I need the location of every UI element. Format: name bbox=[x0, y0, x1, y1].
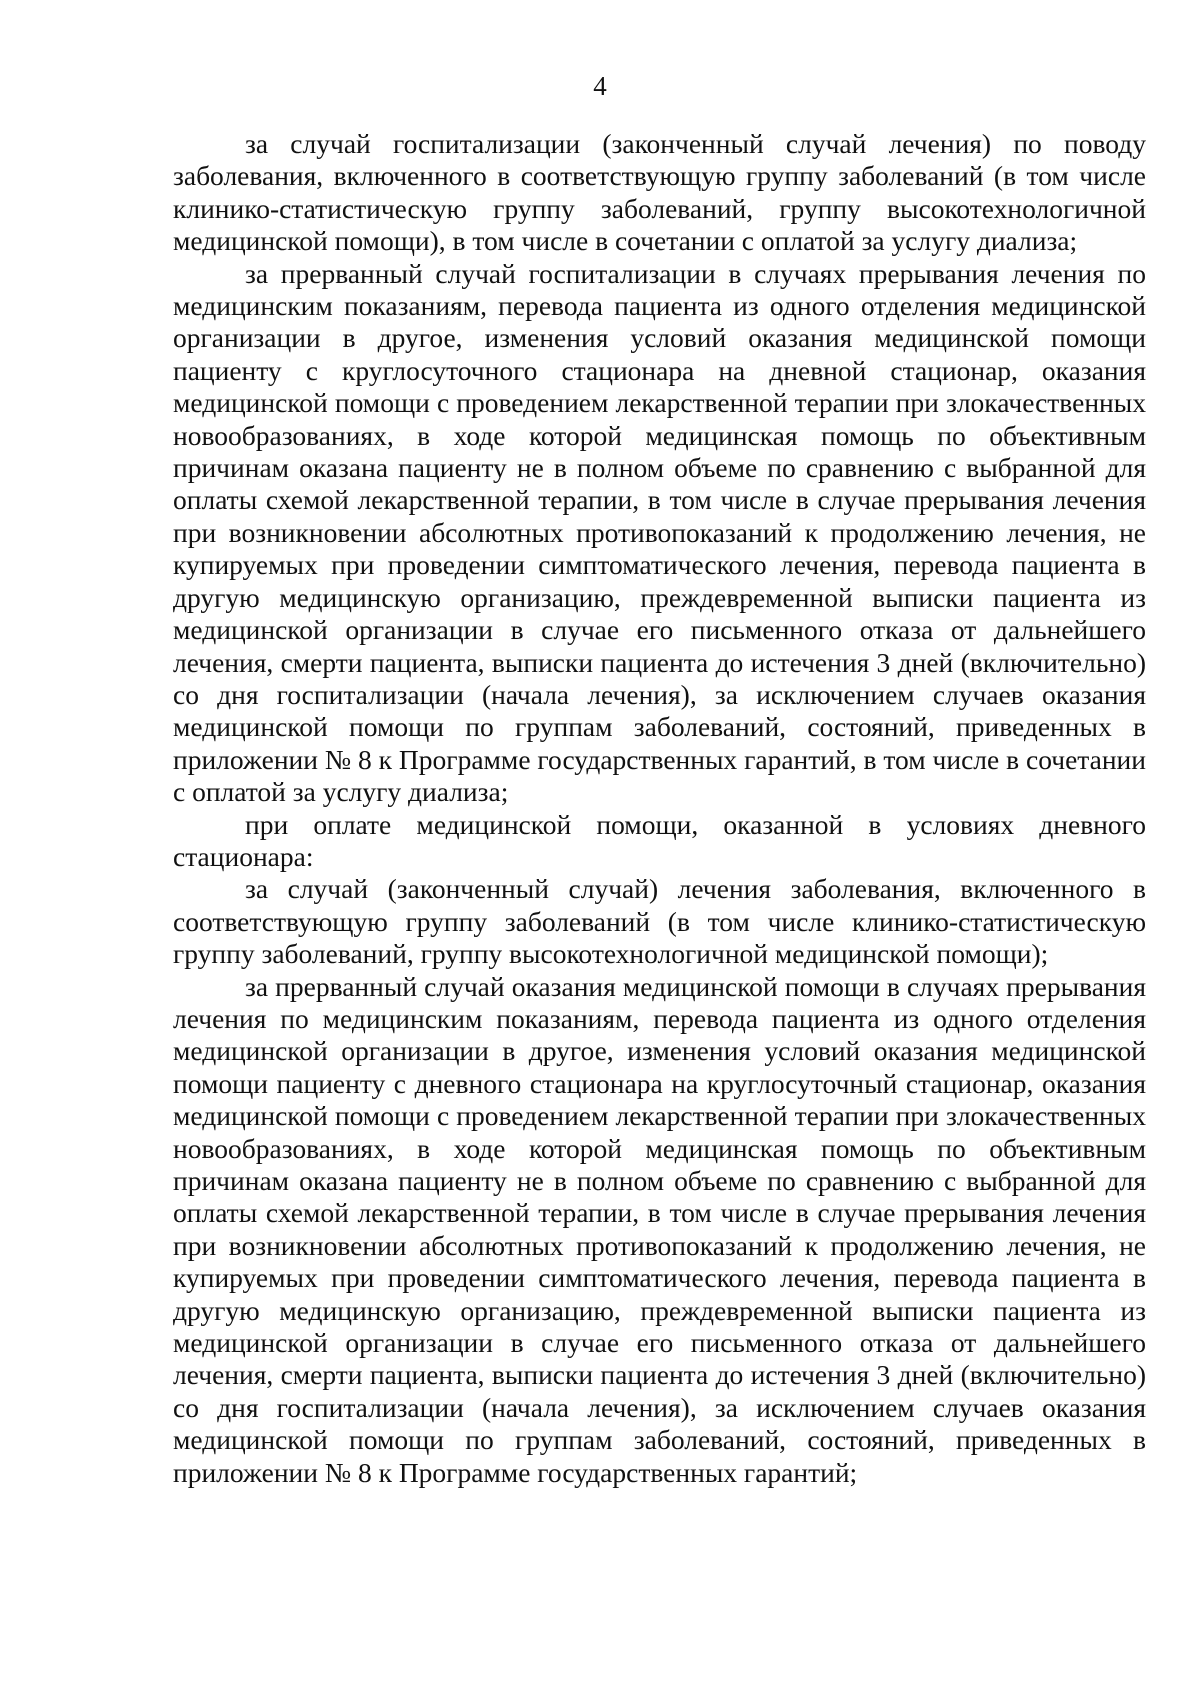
paragraph-hospitalization-case: за случай госпитализации (законченный случай лечения) по поводу заболевания, включенного в соответствующую группу заболеваний (в том числе клинико-статистическую группу заболеваний, группу высокотехнологичной медицинской помощи), в том числе в сочетании с оплатой за услугу диализа; bbox=[173, 128, 1146, 257]
paragraph-day-hospital-interrupted-case: за прерванный случай оказания медицинской помощи в случаях прерывания лечения по медицинским показаниям, перевода пациента из одного отделения медицинской организации в другое, изменения условий оказания медицинской помощи пациенту с дневного стационара на круглосуточный стационар, оказания медицинской помощи с проведением лекарственной терапии при злокачественных новообразованиях, в ходе которой медицинская помощь по объективным причинам оказана пациенту не в полном объеме по сравнению с выбранной для оплаты схемой лекарственной терапии, в том числе в случае прерывания лечения при возникновении абсолютных противопоказаний к продолжению лечения, не купируемых при проведении симптоматического лечения, перевода пациента в другую медицинскую организацию, преждевременной выписки пациента из медицинской организации в случае его письменного отказа от дальнейшего лечения, смерти пациента, выписки пациента до истечения 3 дней (включительно) со дня госпитализации (начала лечения), за исключением случаев оказания медицинской помощи по группам заболеваний, состояний, приведенных в приложении № 8 к Программе государственных гарантий; bbox=[173, 970, 1146, 1488]
paragraph-day-hospital-payment: при оплате медицинской помощи, оказанной в условиях дневного стационара: bbox=[173, 808, 1146, 872]
page-number: 4 bbox=[593, 71, 607, 101]
paragraph-day-hospital-completed-case: за случай (законченный случай) лечения заболевания, включенного в соответствующую группу заболеваний (в том числе клинико-статистическую группу заболеваний, группу высокотехнологичной медицинской помощи); bbox=[173, 873, 1146, 970]
document-body bbox=[173, 128, 1146, 1489]
paragraph-interrupted-hospitalization: за прерванный случай госпитализации в случаях прерывания лечения по медицинским показаниям, перевода пациента из одного отделения медицинской организации в другое, изменения условий оказания медицинской помощи пациенту с круглосуточного стационара на дневной стационар, оказания медицинской помощи с проведением лекарственной терапии при злокачественных новообразованиях, в ходе которой медицинская помощь по объективным причинам оказана пациенту не в полном объеме по сравнению с выбранной для оплаты схемой лекарственной терапии, в том числе в случае прерывания лечения при возникновении абсолютных противопоказаний к продолжению лечения, не купируемых при проведении симптоматического лечения, перевода пациента в другую медицинскую организацию, преждевременной выписки пациента из медицинской организации в случае его письменного отказа от дальнейшего лечения, смерти пациента, выписки пациента до истечения 3 дней (включительно) со дня госпитализации (начала лечения), за исключением случаев оказания медицинской помощи по группам заболеваний, состояний, приведенных в приложении № 8 к Программе государственных гарантий, в том числе в сочетании с оплатой за услугу диализа; bbox=[173, 257, 1146, 808]
